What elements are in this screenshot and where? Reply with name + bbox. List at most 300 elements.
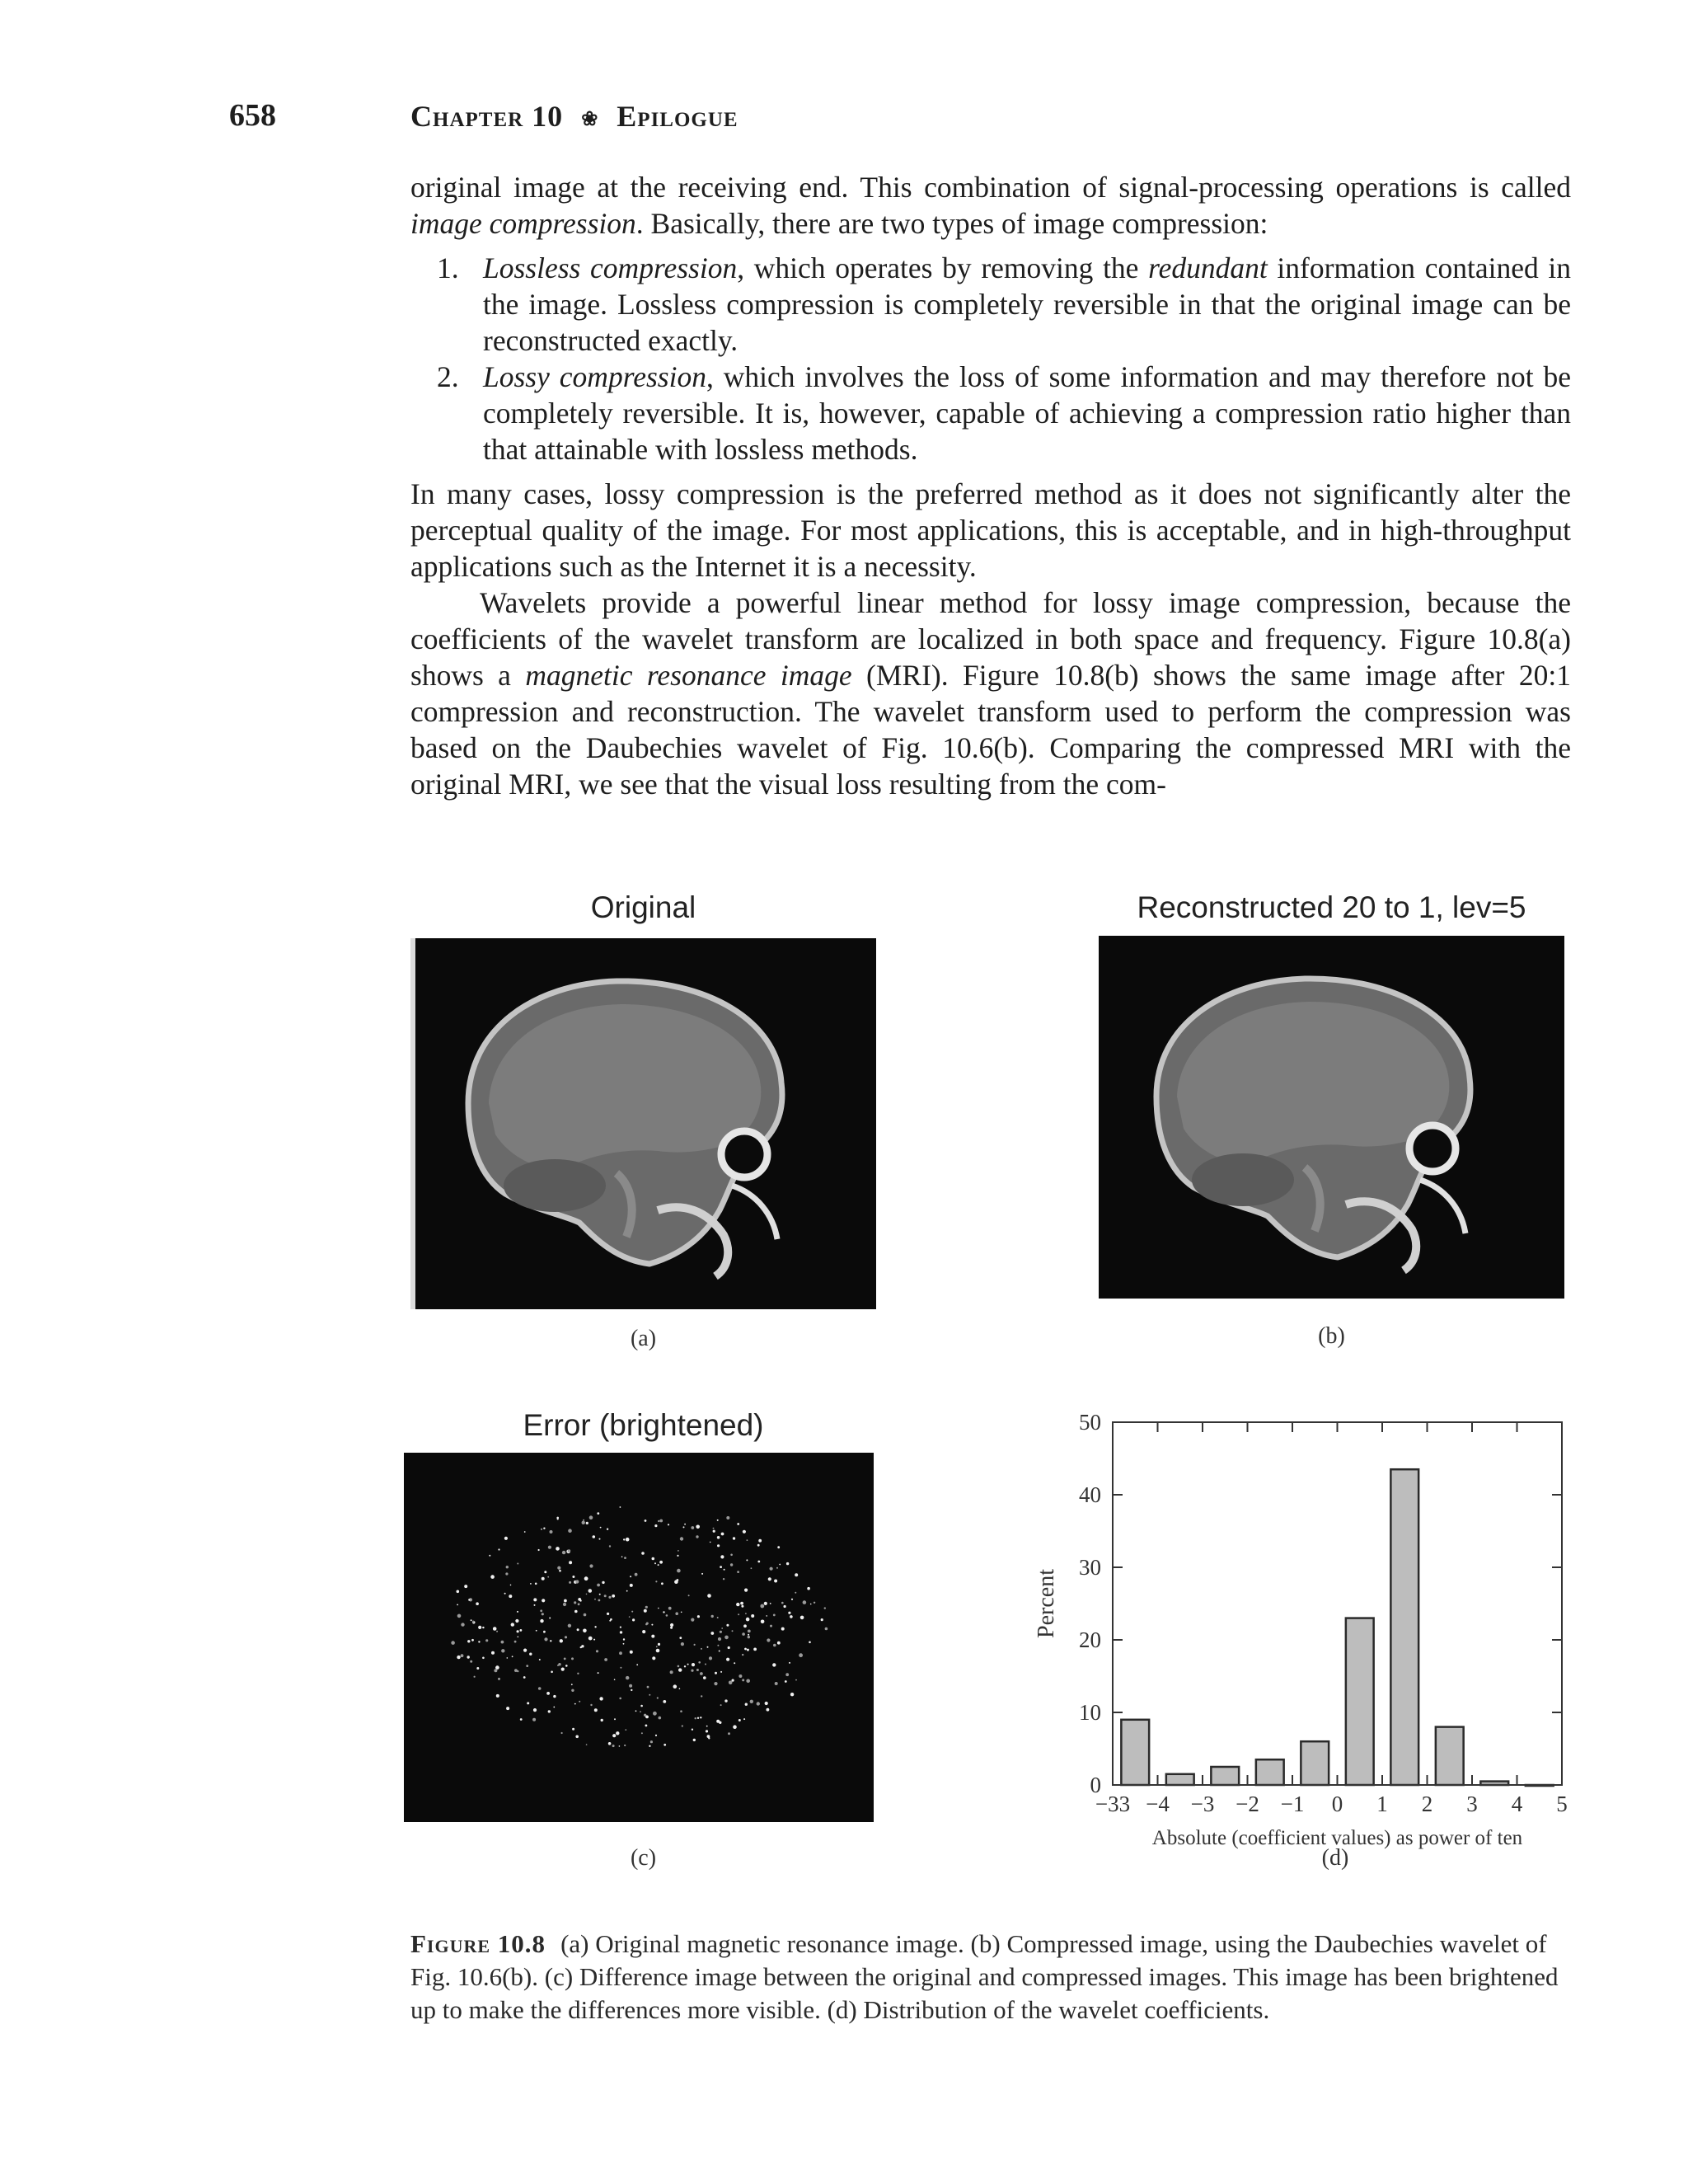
error-dot (661, 1582, 663, 1585)
error-dot (770, 1567, 773, 1571)
error-dot (646, 1623, 649, 1625)
error-dot (556, 1547, 560, 1551)
error-dot (663, 1611, 664, 1613)
error-dot (482, 1657, 485, 1660)
x-tick-label: 5 (1556, 1792, 1568, 1816)
error-dot (694, 1644, 696, 1646)
error-dot (670, 1627, 673, 1629)
error-dot (781, 1602, 784, 1604)
histogram-bar (1211, 1767, 1239, 1785)
error-dot (742, 1654, 743, 1656)
error-dot (729, 1681, 733, 1685)
panel-b-title: Reconstructed 20 to 1, lev=5 (1137, 890, 1526, 924)
error-dot (750, 1700, 753, 1703)
error-dot (717, 1617, 719, 1618)
x-tick-label: 4 (1511, 1792, 1523, 1816)
error-dot (790, 1615, 793, 1618)
error-dot (568, 1624, 571, 1627)
x-tick-label: 0 (1331, 1792, 1343, 1816)
error-dot (489, 1555, 490, 1557)
error-dot (461, 1623, 464, 1626)
error-dot (726, 1624, 729, 1627)
error-dot (751, 1614, 754, 1618)
error-dot (678, 1668, 682, 1671)
error-dot (470, 1660, 472, 1663)
error-dot (601, 1719, 603, 1721)
histogram-bar (1256, 1759, 1284, 1785)
error-dot (599, 1594, 601, 1595)
error-dot (717, 1536, 720, 1539)
histogram-svg (1022, 1389, 1582, 1849)
error-dot (647, 1686, 649, 1688)
error-dot (732, 1679, 734, 1682)
error-image (404, 1453, 874, 1822)
error-dot (663, 1744, 666, 1746)
error-dot (604, 1658, 607, 1661)
error-dot (680, 1710, 682, 1712)
error-dot (696, 1525, 700, 1529)
error-dot (526, 1665, 528, 1667)
error-dot (728, 1646, 730, 1649)
error-dot (774, 1580, 777, 1583)
error-dot (630, 1651, 633, 1654)
error-dot (730, 1563, 733, 1566)
histogram-bar (1346, 1618, 1374, 1785)
error-dot (726, 1516, 729, 1519)
error-dot (718, 1637, 721, 1641)
error-dot (768, 1577, 771, 1580)
error-dot (732, 1630, 734, 1632)
error-dot (657, 1697, 659, 1698)
error-dot (691, 1526, 694, 1529)
error-dot (770, 1603, 771, 1604)
error-dot (517, 1630, 519, 1632)
error-dot (682, 1725, 683, 1726)
x-tick-label: 3 (1466, 1792, 1478, 1816)
x-tick-label: −4 (1146, 1792, 1170, 1816)
error-dot (594, 1599, 596, 1600)
error-dot (558, 1663, 560, 1665)
error-dot (701, 1573, 703, 1575)
panel-a-label: (a) (630, 1326, 657, 1351)
error-dot (670, 1670, 673, 1674)
error-dot (743, 1530, 746, 1533)
error-dot (788, 1612, 790, 1614)
error-dot (599, 1538, 601, 1540)
error-dot (614, 1679, 616, 1680)
error-dot (495, 1665, 499, 1670)
error-dot (626, 1538, 630, 1542)
error-dot (623, 1643, 625, 1645)
error-dot (467, 1656, 470, 1658)
error-dot (620, 1627, 621, 1628)
error-dot (572, 1576, 574, 1578)
y-tick-label: 10 (1079, 1700, 1101, 1725)
error-dot (645, 1519, 647, 1522)
error-dot (721, 1627, 723, 1629)
error-dot (717, 1645, 719, 1646)
y-tick-label: 50 (1079, 1410, 1101, 1435)
error-dot (659, 1519, 663, 1523)
error-dot (476, 1667, 479, 1670)
error-dot (527, 1702, 529, 1704)
error-dot (571, 1657, 574, 1660)
error-dot (583, 1519, 584, 1521)
error-dot (747, 1539, 748, 1541)
error-dot (746, 1618, 750, 1622)
error-dot (649, 1694, 650, 1696)
error-dot (625, 1729, 626, 1731)
error-dot (506, 1707, 509, 1710)
error-dot (767, 1708, 770, 1712)
error-dot (720, 1631, 722, 1633)
error-dot (575, 1735, 579, 1739)
error-dot (596, 1650, 598, 1652)
error-dot (535, 1583, 537, 1585)
error-dot (608, 1596, 611, 1599)
error-dot (607, 1613, 609, 1615)
error-dot (478, 1626, 481, 1629)
error-dot (688, 1595, 690, 1596)
error-dot (748, 1636, 750, 1638)
error-dot (612, 1734, 616, 1737)
error-dot (507, 1657, 509, 1659)
error-dot (677, 1555, 678, 1557)
error-dot (765, 1702, 768, 1705)
histogram-bar (1301, 1741, 1329, 1785)
x-tick-label: −33 (1095, 1792, 1131, 1816)
error-dot (607, 1529, 608, 1530)
error-dot (697, 1615, 700, 1618)
error-dot (751, 1567, 753, 1569)
y-tick-label: 20 (1079, 1627, 1101, 1652)
error-dot (691, 1618, 694, 1622)
error-dot (659, 1561, 663, 1564)
histogram-bar (1121, 1720, 1149, 1785)
error-dot (658, 1564, 659, 1566)
error-dot (609, 1620, 611, 1622)
error-dot (630, 1584, 633, 1587)
error-dot (553, 1695, 556, 1698)
mri-original-image (410, 938, 876, 1309)
error-dot (586, 1744, 588, 1745)
error-dot (543, 1631, 546, 1633)
error-dot (772, 1663, 776, 1666)
error-dot (695, 1717, 696, 1719)
x-tick-label: −3 (1190, 1792, 1215, 1816)
error-dot (593, 1639, 595, 1641)
error-dot (705, 1664, 706, 1665)
error-dot (589, 1515, 593, 1519)
error-dot (716, 1720, 720, 1723)
error-dot (575, 1580, 579, 1583)
error-dot (536, 1630, 537, 1632)
error-dot (720, 1555, 724, 1558)
error-dot (629, 1616, 631, 1618)
error-dot (557, 1566, 560, 1570)
error-dot (612, 1745, 615, 1747)
error-dot (715, 1672, 717, 1674)
caption-figure-label: Figure 10.8 (410, 1929, 546, 1958)
error-dot (518, 1637, 519, 1638)
error-dot (619, 1745, 621, 1747)
mri-original-drawing (410, 938, 876, 1309)
error-dot (737, 1571, 739, 1573)
error-dot (609, 1545, 611, 1547)
error-dot (494, 1669, 497, 1672)
error-dot (711, 1615, 714, 1618)
error-dot (539, 1659, 541, 1660)
error-dot (703, 1676, 706, 1679)
error-dot (724, 1569, 725, 1571)
error-dot (723, 1578, 724, 1580)
error-dot (721, 1533, 724, 1536)
error-dot (608, 1742, 612, 1745)
error-dot (644, 1609, 647, 1613)
error-dot (821, 1618, 823, 1621)
error-dot (809, 1642, 811, 1644)
error-dot (745, 1703, 748, 1706)
error-dot (670, 1623, 673, 1627)
error-dot (501, 1649, 504, 1652)
error-dot (471, 1619, 472, 1621)
y-tick-label: 40 (1079, 1482, 1101, 1507)
error-dot (564, 1599, 567, 1603)
error-dot (491, 1651, 495, 1655)
x-tick-label: −1 (1280, 1792, 1305, 1816)
error-dot (764, 1602, 767, 1605)
error-dot (655, 1735, 657, 1736)
error-dot (629, 1684, 632, 1688)
error-dot (651, 1635, 654, 1638)
error-dot (678, 1665, 680, 1668)
error-dot (746, 1559, 748, 1561)
error-dot (707, 1646, 709, 1648)
x-tick-label: 1 (1376, 1792, 1388, 1816)
error-dot (620, 1667, 621, 1669)
error-dot (550, 1530, 553, 1533)
error-dot (760, 1604, 764, 1609)
error-dot (748, 1634, 749, 1636)
error-dot (580, 1646, 582, 1648)
error-dot (583, 1629, 587, 1633)
error-dot (482, 1627, 484, 1628)
error-dot (713, 1530, 715, 1533)
error-dot (506, 1566, 509, 1568)
error-dot (673, 1684, 678, 1688)
error-dot (733, 1537, 735, 1539)
error-dot (569, 1561, 572, 1564)
histogram-bar (1390, 1469, 1418, 1785)
error-dot (559, 1570, 561, 1572)
error-dot (496, 1631, 498, 1632)
error-dot (786, 1562, 789, 1565)
histogram-bar (1436, 1727, 1464, 1785)
error-dot (510, 1585, 512, 1586)
error-dot (553, 1707, 555, 1708)
error-dot (656, 1646, 658, 1647)
error-dot (730, 1554, 733, 1557)
error-dot (758, 1539, 762, 1543)
chapter-label: Chapter 10 (410, 100, 564, 133)
error-dot (757, 1702, 760, 1705)
error-dot (706, 1726, 708, 1727)
error-dot (547, 1576, 549, 1578)
error-dot (707, 1594, 711, 1598)
error-dot (578, 1603, 580, 1605)
error-dot (693, 1739, 696, 1741)
error-dot (588, 1637, 593, 1641)
error-dot (624, 1557, 626, 1559)
error-dot (496, 1694, 499, 1698)
error-dot (742, 1679, 744, 1681)
mri-reconstructed-image (1099, 936, 1564, 1299)
error-dot (550, 1640, 551, 1642)
panel-d-label: (d) (1321, 1845, 1349, 1871)
error-dot (515, 1619, 518, 1623)
error-dot (742, 1632, 745, 1636)
error-dots (404, 1453, 874, 1822)
error-dot (677, 1569, 681, 1573)
paragraph-3: Wavelets provide a powerful linear method for lossy image compression, because the coefficients of the wavelet transform are localized in both space and frequency. Figure 10.8(a) shows a magnetic resonance image (MRI). Figure 10.8(b) shows the same image after 20:1 compression and reconstruction. The wavelet transform used to perform the compression was based on the Daubechies wavelet of Fig. 10.6(b). Comparing the compressed MRI with the original MRI, we see that the visual loss resulting from the com- (410, 586, 1571, 801)
y-tick-label: 0 (1090, 1773, 1101, 1797)
error-dot (631, 1611, 633, 1613)
error-dot (773, 1644, 776, 1647)
error-dot (681, 1612, 682, 1613)
error-dot (642, 1630, 645, 1633)
error-dot (493, 1627, 497, 1631)
error-dot (680, 1537, 683, 1540)
error-dot (476, 1602, 479, 1605)
error-dot (529, 1653, 532, 1656)
error-dot (700, 1717, 701, 1718)
error-dot (472, 1621, 475, 1623)
error-dot (541, 1529, 542, 1530)
error-dot (614, 1718, 616, 1720)
error-dot (810, 1604, 812, 1605)
error-dot (668, 1607, 672, 1610)
error-dot (584, 1613, 587, 1617)
error-dot (457, 1590, 460, 1594)
list-item: 1. Lossless compression, which operates by removing the redundant information contained in the image. Lossless compression is completely reversible in that the original image can be reconstructed exactly. (437, 251, 1572, 357)
histogram-bar (1166, 1774, 1194, 1785)
error-dot (457, 1614, 462, 1618)
error-dot (579, 1599, 581, 1601)
error-dot (746, 1679, 750, 1684)
error-dot (520, 1629, 523, 1632)
error-dot (501, 1641, 504, 1644)
error-dot (538, 1687, 542, 1690)
error-dot (720, 1704, 722, 1706)
error-dot (504, 1593, 506, 1595)
error-dot (577, 1628, 579, 1631)
error-dot (807, 1587, 810, 1590)
error-dot (698, 1661, 701, 1664)
error-dot (784, 1605, 786, 1608)
panel-c-title: Error (brightened) (523, 1408, 764, 1442)
error-dot (604, 1595, 607, 1597)
error-dot (626, 1590, 628, 1592)
x-tick-label: 2 (1421, 1792, 1433, 1816)
panel-b-label: (b) (1318, 1323, 1345, 1349)
error-dot (620, 1631, 622, 1633)
error-dot (523, 1676, 526, 1679)
error-dot (736, 1603, 739, 1606)
error-dot (621, 1556, 623, 1557)
error-dot (761, 1620, 765, 1624)
error-dot (565, 1636, 567, 1638)
error-dot (561, 1668, 565, 1671)
error-dot (594, 1708, 598, 1712)
error-dot (569, 1581, 571, 1584)
error-dot (498, 1678, 500, 1680)
error-dot (568, 1549, 571, 1552)
error-dot (651, 1624, 653, 1626)
error-dot (738, 1674, 742, 1678)
mri-reconstructed-drawing (1099, 936, 1564, 1299)
error-dot (599, 1697, 603, 1700)
error-dot (594, 1626, 596, 1627)
error-dot (717, 1544, 720, 1547)
error-dot (795, 1592, 796, 1594)
error-dot (512, 1656, 513, 1657)
list-item: 2. Lossy compression, which involves the loss of some information and may therefore not be completely reversible. It is, however, capable of achieving a compression ratio higher than that attainable with lossless methods. (437, 360, 1571, 466)
error-dot (571, 1689, 574, 1692)
error-dot (619, 1698, 621, 1700)
error-dot (663, 1700, 666, 1703)
error-dot (485, 1639, 488, 1642)
error-dot (598, 1599, 601, 1602)
error-dot (474, 1676, 476, 1678)
error-dot (586, 1594, 588, 1595)
error-dot (542, 1613, 544, 1615)
error-dot (543, 1528, 545, 1529)
error-dot (544, 1571, 546, 1573)
error-dot (544, 1637, 547, 1641)
error-dot (724, 1636, 729, 1640)
error-dot (641, 1552, 645, 1555)
error-dot (777, 1546, 780, 1548)
error-dot (641, 1732, 643, 1734)
error-dot (656, 1649, 660, 1653)
error-dot (620, 1506, 621, 1508)
x-axis-label: Absolute (coefficient values) as power of ten (1151, 1827, 1523, 1849)
error-dot (709, 1656, 712, 1660)
error-dot (728, 1732, 730, 1735)
error-dot (546, 1692, 550, 1695)
error-dot (623, 1638, 625, 1640)
error-dot (733, 1725, 737, 1729)
error-dot (514, 1641, 517, 1643)
error-dot (707, 1735, 710, 1738)
error-dot (498, 1548, 499, 1550)
error-dot (645, 1725, 648, 1727)
error-dot (582, 1521, 585, 1524)
error-dot (565, 1665, 568, 1667)
error-dot (457, 1604, 458, 1606)
error-dot (785, 1680, 787, 1683)
error-dot (505, 1572, 508, 1575)
paragraph-1: original image at the receiving end. This combination of signal-processing operations is called image compression. Basically, there are two types of image compression: (410, 171, 1571, 240)
error-dot (623, 1538, 625, 1540)
error-dot (588, 1589, 593, 1593)
error-dot (468, 1599, 470, 1600)
error-dot (659, 1717, 662, 1720)
section-label: Epilogue (617, 100, 738, 133)
error-dot (776, 1567, 778, 1569)
error-dot (511, 1623, 514, 1626)
error-dot (773, 1614, 776, 1617)
